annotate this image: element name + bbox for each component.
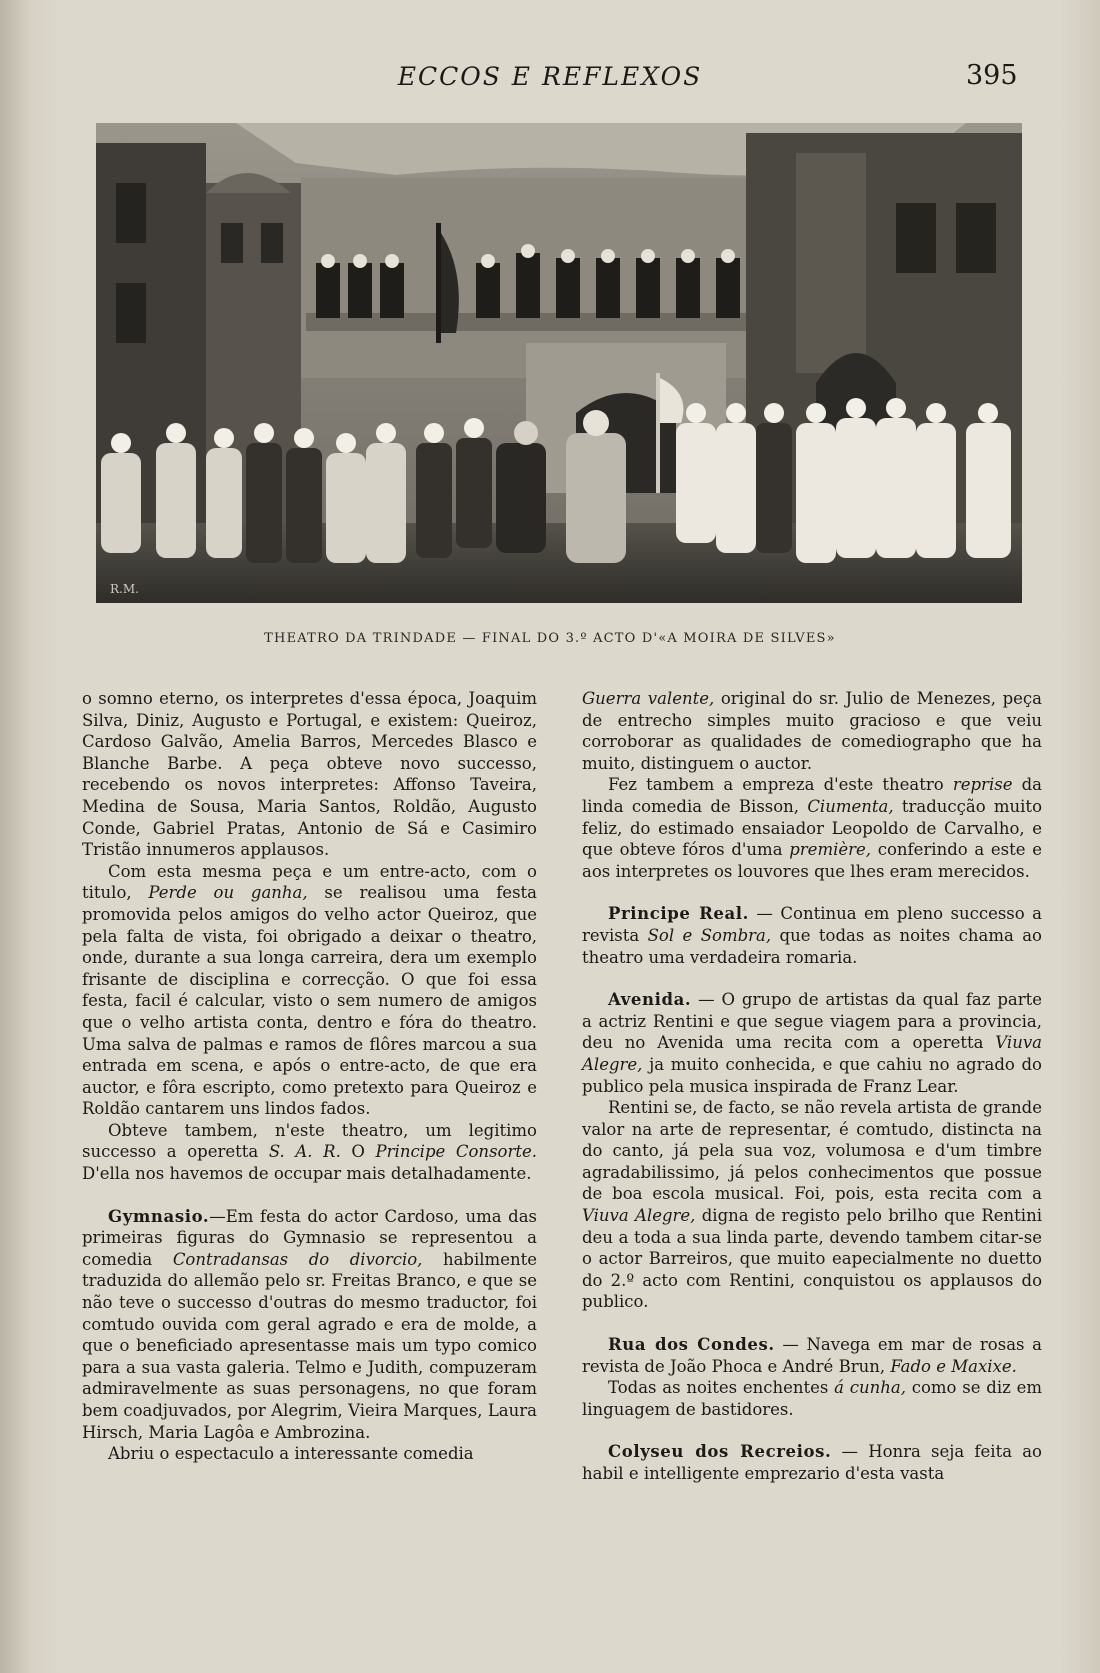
play-title: Contradansas do divorcio, <box>172 1249 423 1269</box>
section-heading: Gymnasio. <box>108 1206 210 1226</box>
paragraph: Rentini se, de facto, se não revela artista de grande valor na arte de representar, é comtudo, distincta na do canto, já pela sua voz, volumosa e d'um timbre agradabilissimo, já pelos conhecimentos que possue de boa escola musical. Foi, pois, esta recita com a Viuva Alegre, digna de registo pelo brilho que Rentini deu a toda a sua linda parte, devendo tambem citar-se o actor Barreiros, que muito eapecialmente no duetto do 2.º acto com Rentini, conquistou os applausos do publico. <box>582 1098 1042 1312</box>
section-heading: Colyseu dos Recreios. <box>608 1442 832 1462</box>
theatre-stage-photo <box>96 123 1022 603</box>
play-title: Ciumenta, <box>807 796 894 816</box>
play-title: Principe Consorte. <box>375 1142 537 1162</box>
play-title: Guerra valente, <box>582 689 715 708</box>
photo-signature: R.M. <box>110 582 139 596</box>
play-title: Perde ou ganha, <box>148 883 308 903</box>
play-title: S. A. R. <box>268 1142 341 1162</box>
paragraph: o somno eterno, os interpretes d'essa época, Joaquim Silva, Diniz, Augusto e Portugal, e existem: Queiroz, Cardoso Galvão, Amelia Barros, Mercedes Blasco e Blanche Barbe. A peça obteve novo successo, recebendo os novos interpretes: Affonso Taveira, Medina de Sousa, Maria Santos, Roldão, Augusto Conde, Gabriel Pratas, Antonio de Sá e Casimiro Tristão innumeros applausos. <box>82 689 537 860</box>
paragraph: Obteve tambem, n'este theatro, um legitimo successo a operetta S. A. R. O Principe Consorte. D'ella nos havemos de occupar mais detalhadamente. <box>82 1120 537 1184</box>
play-title: Fado e Maxixe. <box>890 1356 1017 1376</box>
section-rua-dos-condes: Rua dos Condes. — Navega em mar de rosas a revista de João Phoca e André Brun, Fado e Maxixe. <box>582 1335 1042 1376</box>
play-title: Viuva Alegre, <box>582 1033 1042 1074</box>
section-gymnasio: Gymnasio.—Em festa do actor Cardoso, uma das primeiras figuras do Gymnasio se representou a comedia Contradansas do divorcio, habilmente traduzida do allemão pelo sr. Freitas Branco, e que se não teve o successo d'outras do mesmo traductor, foi comtudo ouvida com geral agrado e era de molde, a que o beneficiado apresentasse mais um typo comico para a sua vasta galeria. Telmo e Judith, compuzeram admiravelmente as suas personagens, no que foram bem coadjuvados, por Alegrim, Vieira Marques, Laura Hirsch, Maria Lagôa e Ambrozina. <box>82 1206 537 1442</box>
section-principe-real: Principe Real. — Continua em pleno successo a revista Sol e Sombra, que todas as noites chama ao theatro uma verdadeira romaria. <box>582 904 1042 967</box>
paragraph: Abriu o espectaculo a interessante comedia <box>108 1444 474 1464</box>
paragraph: Com esta mesma peça e um entre-acto, com o titulo, Perde ou ganha, se realisou uma festa promovida pelos amigos do velho actor Queiroz, que pela falta de vista, foi obrigado a deixar o theatro, onde, durante a sua longa carreira, dera um exemplo frisante de disciplina e correcção. O que foi essa festa, facil é calcular, visto o sem numero de amigos que o velho artista conta, dentro e fóra do theatro. Uma salva de palmas e ramos de flôres marcou a sua entrada em scena, e após o entre-acto, de que era auctor, e fôra escripto, como pretexto para Queiroz e Roldão cantarem uns lindos fados. <box>82 861 538 1119</box>
page-number: 395 <box>966 60 1018 91</box>
section-heading: Rua dos Condes. <box>608 1335 775 1355</box>
left-column <box>82 688 537 1465</box>
section-colyseu: Colyseu dos Recreios. — Honra seja feita ao habil e intelligente emprezario d'esta vasta <box>582 1442 1042 1483</box>
section-heading: Avenida. <box>608 990 692 1010</box>
paragraph: Fez tambem a empreza d'este theatro reprise da linda comedia de Bisson, Ciumenta, traducção muito feliz, do estimado ensaiador Leopoldo de Carvalho, e que obteve fóros d'uma première, conferindo a este e aos interpretes os louvores que lhes eram merecidos. <box>582 775 1043 881</box>
section-avenida: Avenida. — O grupo de artistas da qual faz parte a actriz Rentini e que segue viagem para a provincia, deu no Avenida uma recita com a operetta Viuva Alegre, ja muito conhecida, e que cahiu no agrado do publico pela musica inspirada de Franz Lear. <box>582 990 1042 1096</box>
section-heading: Principe Real. <box>608 904 749 924</box>
paragraph: Todas as noites enchentes á cunha, como se diz em linguagem de bastidores. <box>582 1378 1042 1419</box>
running-head: ECCOS E REFLEXOS <box>397 62 703 91</box>
right-column <box>582 688 1042 1485</box>
paragraph: Guerra valente, original do sr. Julio de Menezes, peça de entrecho simples muito gracioso e que veiu corroborar as qualidades de comediographo que ha muito, distinguem o auctor. <box>582 689 1043 773</box>
play-title: Sol e Sombra, <box>647 925 772 945</box>
photo-caption: THEATRO DA TRINDADE — FINAL DO 3.º ACTO D'«A MOIRA DE SILVES» <box>264 631 836 646</box>
play-title: Viuva Alegre, <box>582 1206 696 1226</box>
